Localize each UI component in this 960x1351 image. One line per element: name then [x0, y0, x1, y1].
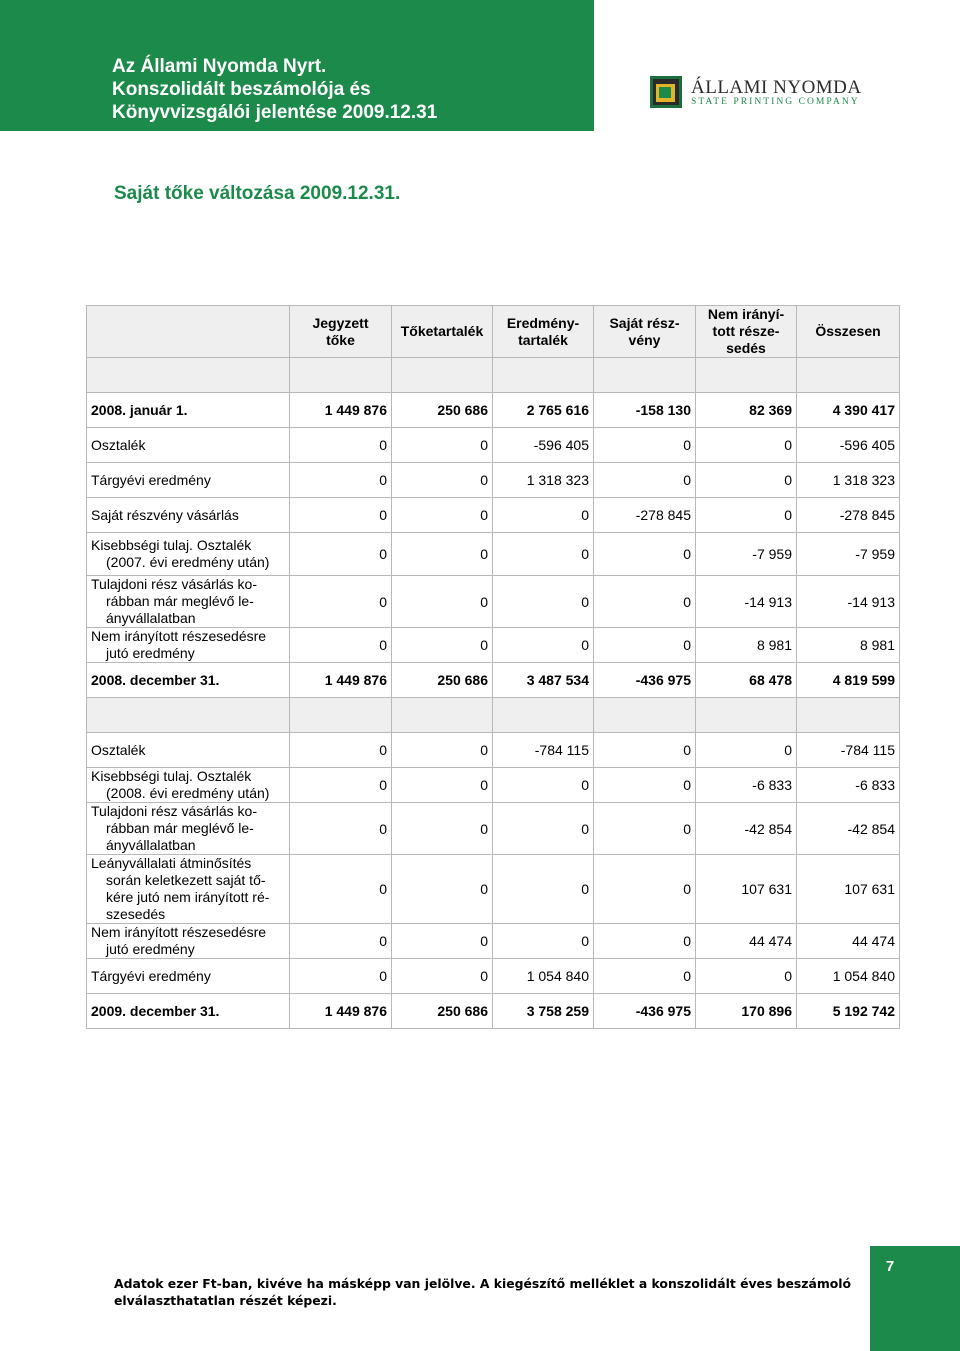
value-cell: -278 845: [594, 498, 696, 533]
value-cell: 1 449 876: [290, 663, 392, 698]
value-cell: 107 631: [696, 855, 797, 924]
table-row: [87, 959, 900, 994]
value-cell: 0: [392, 855, 493, 924]
value-cell: -14 913: [797, 576, 900, 628]
table-row: [87, 533, 900, 576]
page-number: 7: [885, 1258, 895, 1275]
value-cell: 1 449 876: [290, 994, 392, 1029]
value-cell: 4 390 417: [797, 393, 900, 428]
row-label: [87, 768, 290, 803]
row-label-line: Osztalék: [91, 436, 146, 453]
page-number-box: [870, 1246, 960, 1351]
value-cell: 4 819 599: [797, 663, 900, 698]
spacer-cell: [797, 358, 900, 393]
value-cell: 0: [290, 959, 392, 994]
row-label-line: Nem irányított részesedésre: [91, 628, 267, 644]
value-cell: 0: [594, 533, 696, 576]
row-label: [87, 428, 290, 463]
value-cell: 0: [290, 803, 392, 855]
value-cell: 0: [290, 924, 392, 959]
row-label-line: Nem irányított részesedésre: [91, 924, 267, 940]
table-row: [87, 855, 900, 924]
value-cell: 0: [493, 924, 594, 959]
value-cell: 250 686: [392, 663, 493, 698]
row-label-line: (2007. évi eredmény után): [106, 554, 270, 570]
column-header: Tőketartalék: [392, 306, 493, 358]
value-cell: 107 631: [797, 855, 900, 924]
value-cell: -7 959: [797, 533, 900, 576]
value-cell: -14 913: [696, 576, 797, 628]
value-cell: 0: [392, 428, 493, 463]
value-cell: 0: [594, 924, 696, 959]
value-cell: 0: [696, 733, 797, 768]
spacer-cell: [696, 358, 797, 393]
value-cell: -6 833: [797, 768, 900, 803]
row-label-line: Tulajdoni rész vásárlás ko-: [91, 803, 257, 819]
row-label: [87, 498, 290, 533]
value-cell: 1 318 323: [493, 463, 594, 498]
row-label: [87, 663, 290, 698]
report-title-line: Konszolidált beszámolója és: [112, 79, 371, 100]
value-cell: -7 959: [696, 533, 797, 576]
footer-note-line: elválaszthatatlan részét képezi.: [114, 1293, 337, 1308]
column-header: Eredmény- tartalék: [493, 306, 594, 358]
value-cell: -42 854: [797, 803, 900, 855]
spacer-cell: [696, 698, 797, 733]
value-cell: 0: [493, 768, 594, 803]
column-header: Összesen: [797, 306, 900, 358]
value-cell: -42 854: [696, 803, 797, 855]
value-cell: 8 981: [696, 628, 797, 663]
value-cell: 44 474: [797, 924, 900, 959]
row-label: [87, 576, 290, 628]
spacer-cell: [797, 698, 900, 733]
logo-mark-icon: [650, 76, 682, 108]
spacer-cell: [87, 358, 290, 393]
value-cell: 0: [392, 924, 493, 959]
footer-note-line: Adatok ezer Ft-ban, kivéve ha másképp van jelölve. A kiegészítő melléklet a konszolidált éves beszámoló: [114, 1276, 852, 1291]
spacer-cell: [87, 698, 290, 733]
row-label-line: Tulajdoni rész vásárlás ko-: [91, 576, 257, 592]
table-row: [87, 428, 900, 463]
value-cell: 250 686: [392, 393, 493, 428]
table-row: [87, 463, 900, 498]
value-cell: 0: [392, 463, 493, 498]
logo-subtitle: STATE PRINTING COMPANY: [691, 96, 860, 107]
value-cell: 0: [392, 803, 493, 855]
value-cell: -278 845: [797, 498, 900, 533]
spacer-cell: [392, 698, 493, 733]
value-cell: 0: [594, 768, 696, 803]
row-label-line: Kisebbségi tulaj. Osztalék: [91, 768, 252, 784]
value-cell: 0: [392, 498, 493, 533]
spacer-cell: [493, 698, 594, 733]
value-cell: 0: [290, 463, 392, 498]
value-cell: 1 318 323: [797, 463, 900, 498]
row-label: [87, 959, 290, 994]
value-cell: 0: [392, 768, 493, 803]
row-label-line: Saját részvény vásárlás: [91, 506, 239, 523]
table-header-row: [87, 306, 900, 358]
row-label-line: 2008. december 31.: [91, 671, 220, 688]
equity-changes-table: [86, 305, 900, 1029]
row-label-line: rábban már meglévő le-: [106, 593, 254, 609]
header-empty-cell: [87, 306, 290, 358]
value-cell: 0: [392, 576, 493, 628]
page-title: Saját tőke változása 2009.12.31.: [114, 183, 401, 204]
value-cell: 5 192 742: [797, 994, 900, 1029]
balance-row: [87, 994, 900, 1029]
value-cell: 250 686: [392, 994, 493, 1029]
value-cell: 0: [290, 533, 392, 576]
row-label-line: során keletkezett saját tő-: [106, 872, 266, 888]
row-label-line: Kisebbségi tulaj. Osztalék: [91, 537, 252, 553]
row-label: [87, 924, 290, 959]
value-cell: 0: [493, 576, 594, 628]
value-cell: 3 487 534: [493, 663, 594, 698]
table-row: [87, 768, 900, 803]
table-row: [87, 498, 900, 533]
table-row: [87, 803, 900, 855]
value-cell: 0: [493, 855, 594, 924]
value-cell: -596 405: [797, 428, 900, 463]
row-label: [87, 994, 290, 1029]
value-cell: 0: [290, 576, 392, 628]
table-row: [87, 924, 900, 959]
value-cell: 0: [594, 959, 696, 994]
value-cell: 1 054 840: [797, 959, 900, 994]
value-cell: 0: [392, 733, 493, 768]
balance-row: [87, 663, 900, 698]
value-cell: 8 981: [797, 628, 900, 663]
row-label-line: ányvállalatban: [106, 837, 196, 853]
value-cell: 0: [290, 498, 392, 533]
value-cell: 0: [594, 628, 696, 663]
value-cell: 0: [594, 463, 696, 498]
value-cell: 0: [696, 463, 797, 498]
row-label-line: Tárgyévi eredmény: [91, 471, 211, 488]
report-title-line: Az Állami Nyomda Nyrt.: [112, 56, 327, 77]
report-title: [112, 55, 582, 124]
spacer-cell: [493, 358, 594, 393]
value-cell: 0: [696, 959, 797, 994]
spacer-cell: [594, 698, 696, 733]
value-cell: 68 478: [696, 663, 797, 698]
value-cell: 0: [290, 733, 392, 768]
value-cell: 3 758 259: [493, 994, 594, 1029]
row-label: [87, 533, 290, 576]
value-cell: 0: [594, 428, 696, 463]
value-cell: 170 896: [696, 994, 797, 1029]
value-cell: 2 765 616: [493, 393, 594, 428]
balance-row: [87, 393, 900, 428]
value-cell: -158 130: [594, 393, 696, 428]
value-cell: -784 115: [493, 733, 594, 768]
value-cell: 0: [696, 428, 797, 463]
value-cell: 0: [594, 576, 696, 628]
row-label-line: 2008. január 1.: [91, 401, 188, 418]
row-label-line: Leányvállalati átminősítés: [91, 855, 252, 871]
row-label-line: kére jutó nem irányított ré-: [106, 889, 270, 905]
row-label-line: ányvállalatban: [106, 610, 196, 626]
company-logo: [648, 74, 862, 112]
spacer-row: [87, 698, 900, 733]
value-cell: 0: [493, 628, 594, 663]
value-cell: -436 975: [594, 994, 696, 1029]
value-cell: 0: [594, 733, 696, 768]
table-row: [87, 576, 900, 628]
row-label-line: jutó eredmény: [106, 645, 195, 661]
value-cell: -596 405: [493, 428, 594, 463]
value-cell: 0: [290, 768, 392, 803]
column-header: Jegyzett tőke: [290, 306, 392, 358]
value-cell: 0: [493, 803, 594, 855]
value-cell: 0: [493, 533, 594, 576]
value-cell: 0: [392, 628, 493, 663]
value-cell: -436 975: [594, 663, 696, 698]
row-label: [87, 463, 290, 498]
table-row: [87, 628, 900, 663]
row-label: [87, 733, 290, 768]
footer-note: [114, 1275, 854, 1309]
spacer-cell: [290, 358, 392, 393]
value-cell: 0: [392, 959, 493, 994]
spacer-row: [87, 358, 900, 393]
table-row: [87, 733, 900, 768]
value-cell: 0: [392, 533, 493, 576]
row-label-line: szesedés: [106, 906, 166, 922]
column-header: Saját rész- vény: [594, 306, 696, 358]
spacer-cell: [392, 358, 493, 393]
value-cell: 0: [493, 498, 594, 533]
row-label-line: Tárgyévi eredmény: [91, 967, 211, 984]
value-cell: 1 054 840: [493, 959, 594, 994]
value-cell: 1 449 876: [290, 393, 392, 428]
value-cell: 44 474: [696, 924, 797, 959]
row-label-line: 2009. december 31.: [91, 1002, 220, 1019]
spacer-cell: [290, 698, 392, 733]
row-label: [87, 803, 290, 855]
row-label: [87, 393, 290, 428]
spacer-cell: [594, 358, 696, 393]
value-cell: 0: [290, 855, 392, 924]
value-cell: 0: [696, 498, 797, 533]
row-label: [87, 628, 290, 663]
logo-name: ÁLLAMI NYOMDA: [691, 77, 862, 98]
row-label-line: (2008. évi eredmény után): [106, 785, 270, 801]
report-title-line: Könyvvizsgálói jelentése 2009.12.31: [112, 102, 438, 123]
value-cell: 0: [290, 628, 392, 663]
row-label-line: Osztalék: [91, 741, 146, 758]
value-cell: 0: [290, 428, 392, 463]
column-header: Nem irányí- tott része- sedés: [696, 306, 797, 358]
row-label: [87, 855, 290, 924]
value-cell: 0: [594, 855, 696, 924]
value-cell: -6 833: [696, 768, 797, 803]
value-cell: 82 369: [696, 393, 797, 428]
value-cell: 0: [594, 803, 696, 855]
row-label-line: rábban már meglévő le-: [106, 820, 254, 836]
row-label-line: jutó eredmény: [106, 941, 195, 957]
value-cell: -784 115: [797, 733, 900, 768]
